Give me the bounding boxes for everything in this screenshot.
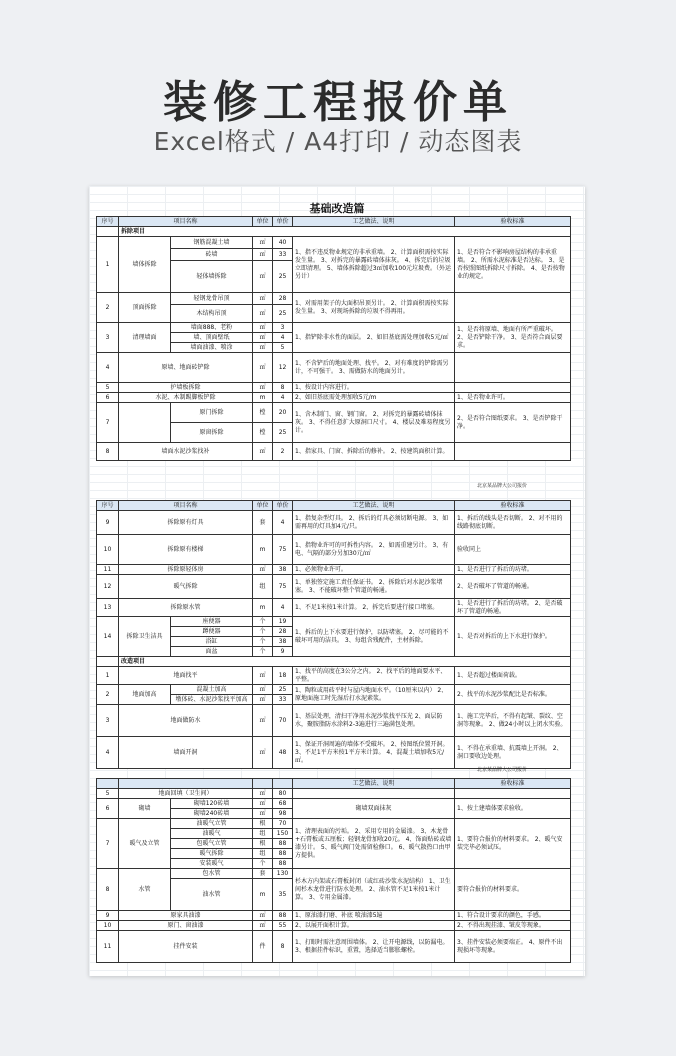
table-cell: 8	[97, 869, 119, 911]
table-cell: 9	[97, 911, 119, 921]
table-cell: 钢筋混凝土墙	[171, 237, 253, 249]
table-cell: 地面做防水	[119, 705, 253, 737]
table-cell: ㎡	[253, 789, 273, 799]
col-accept-header: 验收标准	[455, 217, 571, 227]
table-cell: ㎡	[253, 323, 273, 333]
table-cell: 拆除原轻体房	[119, 565, 253, 575]
table-cell: 1、是否进行了拆后的坊堵。	[455, 565, 571, 575]
table-cell: 9	[97, 511, 119, 535]
table-cell	[455, 443, 571, 461]
page-subtitle: Excel格式 / A4打印 / 动态图表	[153, 127, 523, 156]
table-cell: 75	[273, 575, 293, 599]
section-title: 改造项目	[119, 657, 571, 667]
table-cell: 1、含木制门、窗、钢门窗。 2、对拆完的暴露砖墙体抹灰。 3、不得任意扩大原洞口尺寸。 4、楼层及难易程度另计。	[293, 403, 455, 443]
page-title: 装修工程报价单	[163, 77, 513, 128]
table-cell: 25	[273, 685, 293, 695]
table-row	[97, 323, 571, 333]
table-cell: 项目名称	[119, 501, 253, 511]
table-cell: 1、是否符合不影响房屋结构的非承重墙。 2、所需水泥标准是否达标。 3、是否按照图纸拆除尺寸拆除。 4、是否按物业的规定。	[455, 237, 571, 293]
table-cell: 拆除原水管	[119, 599, 253, 617]
table-cell: 安装暖气	[171, 859, 253, 869]
table-cell: 130	[273, 869, 293, 879]
section-row	[97, 657, 571, 667]
table-cell: 墙面油漆、喷涂	[171, 343, 253, 353]
table-cell: 3	[273, 323, 293, 333]
table-cell: ㎡	[253, 695, 273, 705]
table-cell: 1、陶粒或用砖平时与屋内地面水平。（10厘米以内） 2、原地面施工时先湿后打水泥素浆。	[293, 685, 455, 705]
table-cell: m	[253, 879, 273, 911]
table-row	[97, 575, 571, 599]
table-cell: 1、必须物业许可。	[293, 565, 455, 575]
table-cell	[97, 779, 119, 789]
table-cell: ㎡	[253, 443, 273, 461]
table-cell: 8	[97, 443, 119, 461]
table-cell: ㎡	[253, 667, 273, 685]
table-cell: 墙面水泥沙浆找补	[119, 443, 253, 461]
table-row	[97, 667, 571, 685]
table-cell: 浴缸	[171, 637, 253, 647]
table-cell: 1、是否进行了拆后的坊堵。 2、是否破坏了管道的畅通。	[455, 599, 571, 617]
table-cell: m	[253, 393, 273, 403]
table-cell: 验收标准	[455, 501, 571, 511]
table-row	[97, 403, 571, 423]
table-cell: 4	[97, 737, 119, 769]
table-row	[97, 617, 571, 627]
table-cell: 清理墙面	[119, 323, 171, 353]
table-cell: 9	[273, 647, 293, 657]
table-cell: 1、原油漆打磨、补底 喷油漆5遍	[293, 911, 455, 921]
table-cell: 11	[97, 565, 119, 575]
table-row	[97, 599, 571, 617]
table-cell: 12	[273, 353, 293, 383]
table-cell: ㎡	[253, 383, 273, 393]
table-cell: 5	[97, 383, 119, 393]
table-cell: 28	[273, 293, 293, 305]
table-cell: 1、是否将原墙、地面有所严重破坏。 2、是否铲除干净。 3、是否符合面层要求。	[455, 323, 571, 353]
table-cell: 序号	[97, 501, 119, 511]
table-cell: 4	[273, 393, 293, 403]
table-cell: 墙、顶面壁纸	[171, 333, 253, 343]
demolition-table-2	[96, 500, 571, 769]
table-cell: 个	[253, 617, 273, 627]
col-unit-header: 单位	[253, 217, 273, 227]
table-row	[97, 353, 571, 383]
table-cell	[455, 353, 571, 383]
table-cell	[273, 779, 293, 789]
section-title: 拆除项目	[119, 227, 571, 237]
table-cell: 墙面开洞	[119, 737, 253, 769]
table-cell: ㎡	[253, 261, 273, 293]
table-cell: 55	[273, 921, 293, 931]
table-cell: 88	[273, 859, 293, 869]
table-cell: m	[253, 599, 273, 617]
sheet-title: 基础改造篇	[309, 202, 365, 215]
table-cell: 33	[273, 695, 293, 705]
table-cell: 墙面888、老粉	[171, 323, 253, 333]
table-cell: 2、是否破坏了管道的畅通。	[455, 575, 571, 599]
renovation-table	[96, 778, 571, 963]
table-cell: 20	[273, 403, 293, 423]
table-cell: 顶面拆除	[119, 293, 171, 323]
table-cell: ㎡	[253, 305, 273, 323]
table-row	[97, 737, 571, 769]
table-cell: 1、不得在承重墙、抗震墙上开洞。 2、洞口要收边处理。	[455, 737, 571, 769]
table-cell: 油暖气立管	[171, 819, 253, 829]
table-cell: 1、清理表面的污垢。 2、采用专用的金属漆。 3、木龙骨+石膏板或五厘板；轻钢龙骨加收20元。 4、饰面贴砖或墙漆另计。 5、暖气阀门处需留检修口。 6、暖气散热口由甲方提供。	[293, 819, 455, 869]
table-cell: 1、是否对拆后的上下水进行保护。	[455, 617, 571, 657]
table-row	[97, 789, 571, 799]
table-cell: 3、挂件安装必须要端正。 4、原件不出现损坏等现象。	[455, 931, 571, 963]
table-cell: 根	[253, 839, 273, 849]
table-cell	[293, 789, 455, 799]
table-cell: 75	[273, 535, 293, 565]
table-cell: 33	[273, 249, 293, 261]
table-cell: 原窗拆除	[171, 423, 253, 443]
table-cell: ㎡	[253, 685, 273, 695]
table-cell: 挂件安装	[119, 931, 253, 963]
table-cell: 25	[273, 261, 293, 293]
table-cell	[455, 293, 571, 323]
table-cell	[455, 383, 571, 393]
company-note: 北京某品牌大公司报价	[477, 767, 528, 773]
table-cell: 40	[273, 237, 293, 249]
table-cell: 2、找平的水泥沙浆配比是否标准。	[455, 685, 571, 705]
table-cell: 组	[253, 575, 273, 599]
table-cell: 包暖气立管	[171, 839, 253, 849]
table-cell: ㎡	[253, 705, 273, 737]
table-cell: ㎡	[253, 565, 273, 575]
table-cell: 28	[273, 627, 293, 637]
table-row	[97, 869, 571, 879]
table-row	[97, 443, 571, 461]
table-cell: 1、要符合报价的材料要求。 2、暖气安装完毕必须试压。	[455, 819, 571, 869]
table-cell: 25	[273, 423, 293, 443]
table-cell: 13	[97, 599, 119, 617]
table-cell: 70	[273, 705, 293, 737]
table-cell: 3	[97, 705, 119, 737]
table-cell: 2、以展开面积计算。	[293, 921, 455, 931]
table-cell: 个	[253, 859, 273, 869]
table-row	[97, 237, 571, 249]
table-cell: 包水管	[171, 869, 253, 879]
table-cell: 水泥、木制踢脚板铲除	[119, 393, 253, 403]
table-cell: ㎡	[253, 293, 273, 305]
table-cell: 5	[273, 343, 293, 353]
table-cell: 4	[97, 353, 119, 383]
demolition-table	[96, 216, 571, 461]
table-cell: 6	[97, 393, 119, 403]
table-cell: m	[253, 535, 273, 565]
table-cell: 68	[273, 799, 293, 809]
table-cell: 70	[273, 819, 293, 829]
table-cell: 2	[273, 443, 293, 461]
table-cell: 混凝土加高	[171, 685, 253, 695]
table-cell: 原门、窗油漆	[119, 921, 253, 931]
table-cell: 98	[273, 809, 293, 819]
table-cell: 88	[273, 849, 293, 859]
table-cell: 套	[253, 869, 273, 879]
table-cell: ㎡	[253, 343, 273, 353]
table-cell: 原家具油漆	[119, 911, 253, 921]
table-cell: 工艺做法、说明	[293, 779, 455, 789]
table-cell: 1、符合设计要求的颜色，手感。	[455, 911, 571, 921]
table-cell: 樘	[253, 423, 273, 443]
table-cell: 暖气拆除	[119, 575, 253, 599]
table-cell: 1、不足1米按1米计算。 2、拆完后要进行接口堵塞。	[293, 599, 455, 617]
section-row	[97, 227, 571, 237]
table-cell: 1、指铲除非水性的面层。 2、如旧基底需处理加收5元/㎡	[293, 323, 455, 353]
table-cell: 墩体砖、水泥沙浆找平加高	[171, 695, 253, 705]
table-cell: 地面加高	[119, 685, 171, 705]
table-cell: 墙体拆除	[119, 237, 171, 293]
table-row	[97, 535, 571, 565]
table-row	[97, 705, 571, 737]
table-cell: 150	[273, 829, 293, 839]
table-cell: 1、按土建墙体要求验收。	[455, 799, 571, 819]
table-cell: 套	[253, 511, 273, 535]
table-cell: 38	[273, 637, 293, 647]
table-cell: 轻钢龙骨吊顶	[171, 293, 253, 305]
table-cell: 38	[273, 565, 293, 575]
table-cell: 6	[97, 799, 119, 819]
table-cell: 1、指不违反物业规定的非承重墙。 2、计算面积需按实际发生量。 3、对拆完的暴露砖墙体抹灰。 4、拆完后的垃圾立即清理。 5、墙体拆除超过3㎡加收100元垃圾费。（外运另计）	[293, 237, 455, 293]
table-cell: 19	[273, 617, 293, 627]
table-cell: 7	[97, 403, 119, 443]
table-cell: 1、是否超过楼面荷载。	[455, 667, 571, 685]
table-cell: 油暖气	[171, 829, 253, 839]
table-cell: 4	[273, 599, 293, 617]
table-cell	[119, 403, 171, 443]
table-cell: 1、指复杂型灯具。 2、拆后的灯具必须切断电源。 3、如需再用的灯具加4元/只。	[293, 511, 455, 535]
table-cell: 1、找平的高度在3公分之内。 2、找平后的地面要水平、平整。	[293, 667, 455, 685]
col-price-header: 单价	[273, 217, 293, 227]
table-cell: 地面回填（卫生间）	[119, 789, 253, 799]
table-cell: 1、是否物业许可。	[455, 393, 571, 403]
table-cell: 2、是否符合图纸要求。 3、是否铲除干净。	[455, 403, 571, 443]
table-cell: 验收同上	[455, 535, 571, 565]
table-cell: 拆除原有灯具	[119, 511, 253, 535]
table-cell: 砌墙双面抹灰	[293, 799, 455, 819]
table-cell: 2、如旧基底需处理加收5元/m	[293, 393, 455, 403]
table-cell: 暖气及立管	[119, 819, 171, 869]
table-cell: 砖墙	[171, 249, 253, 261]
table-cell: 5	[97, 789, 119, 799]
table-cell: 地面找平	[119, 667, 253, 685]
table-cell: ㎡	[253, 799, 273, 809]
table-row	[97, 819, 571, 829]
table-cell: 木结构吊顶	[171, 305, 253, 323]
table-cell: 80	[273, 789, 293, 799]
table-row	[97, 565, 571, 575]
table-cell: 3	[97, 323, 119, 353]
table-cell: 8	[273, 931, 293, 963]
table-cell: 48	[273, 737, 293, 769]
table-row	[97, 383, 571, 393]
quote-sheet	[89, 186, 585, 976]
table-row	[97, 921, 571, 931]
table-cell: 1	[97, 237, 119, 293]
table-cell: 1、指物业许可的可拆性内容。 2、如需重建另计。 3、有电、气隔的部分另加30元/㎡	[293, 535, 455, 565]
table-cell: 8	[273, 383, 293, 393]
table-cell: 4	[273, 511, 293, 535]
table-row	[97, 685, 571, 695]
table-cell: 要符合报价的材料要求。	[455, 869, 571, 911]
table-cell: 1、拆后的上下水要进行保护，以防堵塞。 2、尽可能的不破坏可用的洁具。 3、每组含残配件，主材拆除。	[293, 617, 455, 657]
table-cell: 砌墙240砖墙	[171, 809, 253, 819]
table-cell: 验收标准	[455, 779, 571, 789]
table-header-row	[97, 501, 571, 511]
col-process-header: 工艺做法、说明	[293, 217, 455, 227]
table-cell: 个	[253, 627, 273, 637]
table-cell: 88	[273, 839, 293, 849]
table-row	[97, 799, 571, 809]
table-cell: ㎡	[253, 333, 273, 343]
table-cell	[97, 227, 119, 237]
table-cell: 原墙、地面砖铲除	[119, 353, 253, 383]
table-cell: 单位	[253, 501, 273, 511]
table-cell: 轻体墙拆除	[171, 261, 253, 293]
table-cell: 个	[253, 647, 273, 657]
table-cell: 10	[97, 535, 119, 565]
table-cell: 砌墙	[119, 799, 171, 819]
table-cell: 10	[97, 921, 119, 931]
table-cell: 护墙板拆除	[119, 383, 253, 393]
table-cell: 25	[273, 305, 293, 323]
table-cell: 根	[253, 819, 273, 829]
table-cell: 1、施工完毕后，不得有起皱、裂纹、空洞等现象。 2、做24小时以上闭水实验。	[455, 705, 571, 737]
table-cell: 组	[253, 849, 273, 859]
table-cell: 座便器	[171, 617, 253, 627]
table-header-row	[97, 779, 571, 789]
table-cell: 组	[253, 829, 273, 839]
table-cell: ㎡	[253, 737, 273, 769]
table-cell: 拆除原有楼梯	[119, 535, 253, 565]
table-cell: 1	[97, 667, 119, 685]
table-cell: 砌墙120砖墙	[171, 799, 253, 809]
table-cell: ㎡	[253, 353, 273, 383]
table-cell: 2、不得出现挂漆、皱皮等现象。	[455, 921, 571, 931]
table-cell: 7	[97, 819, 119, 869]
table-cell: 杉木方内架或石膏板封闭（或红砖沙浆水泥结构） 1、卫生间杉木龙骨进行防水处理。 2、油水管不足1米按1米计算。 3、专用金属漆。	[293, 869, 455, 911]
table-cell: 35	[273, 879, 293, 911]
table-cell: 1、对需用架子的大面积吊顶另计。 2、计算面积需按实际发生量。 3、对现场拆除的垃圾不得再用。	[293, 293, 455, 323]
table-cell: 2	[97, 293, 119, 323]
table-cell: 暖气拆除	[171, 849, 253, 859]
table-cell: 88	[273, 911, 293, 921]
table-cell: 蹲便器	[171, 627, 253, 637]
table-header-row	[97, 217, 571, 227]
table-cell: 水管	[119, 869, 171, 911]
col-name-header: 项目名称	[119, 217, 253, 227]
table-cell: 拆除卫生洁具	[119, 617, 171, 657]
table-row	[97, 511, 571, 535]
table-row	[97, 911, 571, 921]
table-cell: 1、按设计内容进行。	[293, 383, 455, 393]
table-cell: 1、拆后的线头是否切断。 2、对不用的线路彻底切断。	[455, 511, 571, 535]
col-no-header: 序号	[97, 217, 119, 227]
table-cell: 件	[253, 931, 273, 963]
table-cell: 4	[273, 333, 293, 343]
table-cell: 面盆	[171, 647, 253, 657]
table-cell: ㎡	[253, 911, 273, 921]
table-cell: 11	[97, 931, 119, 963]
table-cell: 原门拆除	[171, 403, 253, 423]
table-cell: 2	[97, 685, 119, 705]
table-cell: ㎡	[253, 237, 273, 249]
table-cell	[455, 789, 571, 799]
table-cell: ㎡	[253, 249, 273, 261]
table-cell: 14	[97, 617, 119, 657]
table-cell: ㎡	[253, 809, 273, 819]
table-cell: 18	[273, 667, 293, 685]
table-cell: 油水管	[171, 879, 253, 911]
table-cell: 1、打眼时需注意周围墙体。 2、让开电源线，以防漏电。 3、根据挂件标识，重置，选择适当膨胀螺栓。	[293, 931, 455, 963]
table-cell: 12	[97, 575, 119, 599]
table-cell	[119, 779, 253, 789]
table-cell: 1、不含铲后的地面处理、找平。 2、对有难度的铲除需另计，不可强干。 3、需做防水的地面另计。	[293, 353, 455, 383]
table-cell	[253, 779, 273, 789]
table-cell: 1、保证开洞周遍的墙体不受破坏。 2、按图纸位置开洞。 3、不足1平方米按1平方米计算。 4、混凝土墙加收5元/㎡。	[293, 737, 455, 769]
table-row	[97, 393, 571, 403]
company-note: 北京某品牌大公司报价	[477, 483, 528, 489]
table-cell: 单价	[273, 501, 293, 511]
table-cell: 1、基层处理，清扫干净用水泥沙浆找平压光 2、面层防水，聚胺脂防水涂料2-3遍进行三遍满包处理。	[293, 705, 455, 737]
table-cell: ㎡	[253, 921, 273, 931]
table-cell: 个	[253, 637, 273, 647]
table-row	[97, 293, 571, 305]
table-cell: 樘	[253, 403, 273, 423]
table-cell: 1、指家具、门窗、拆除后的修补。 2、按建筑面积计算。	[293, 443, 455, 461]
table-cell	[97, 657, 119, 667]
table-cell: 工艺做法、说明	[293, 501, 455, 511]
table-row	[97, 931, 571, 963]
table-cell: 1、单独签定施工责任保证书。 2、拆除后对水泥沙浆堵塞。 3、不能破坏整个管道的畅通。	[293, 575, 455, 599]
